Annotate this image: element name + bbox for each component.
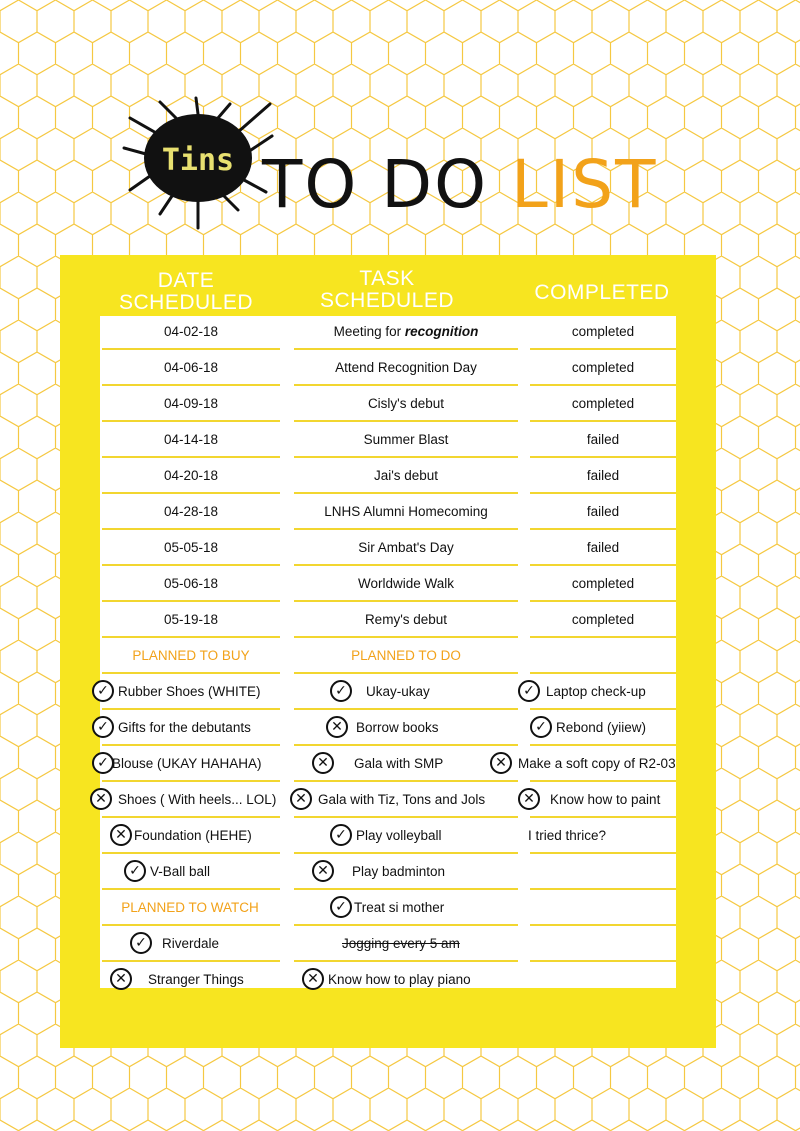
- check-icon-glyph: ✓: [535, 719, 547, 735]
- status-cell: failed: [586, 504, 620, 519]
- row-divider: [294, 960, 518, 962]
- check-icon-glyph: ✓: [97, 719, 109, 735]
- check-icon-glyph: ✓: [97, 683, 109, 699]
- status-cell: completed: [571, 360, 635, 375]
- logo-text: Tins: [161, 143, 235, 178]
- task-cell: [294, 360, 518, 376]
- cross-icon-glyph: ✕: [95, 791, 107, 807]
- do-item-label: Jogging every 5 am: [342, 936, 460, 951]
- task-cell: [294, 324, 518, 340]
- task-text: Worldwide Walk: [357, 576, 455, 591]
- task-cell: [294, 468, 518, 484]
- row-divider: [530, 348, 676, 350]
- check-icon[interactable]: [518, 680, 540, 702]
- row-divider: [530, 888, 676, 890]
- row-divider: [102, 888, 280, 890]
- check-icon-glyph: ✓: [523, 683, 535, 699]
- date-cell: 04-09-18: [163, 396, 219, 411]
- row-divider: [294, 492, 518, 494]
- date-cell: 04-02-18: [163, 324, 219, 339]
- check-icon[interactable]: [330, 896, 352, 918]
- check-icon[interactable]: [92, 680, 114, 702]
- row-divider: [294, 672, 518, 674]
- row-divider: [294, 744, 518, 746]
- do-item-label: Know how to play piano: [328, 972, 471, 987]
- watch-item-label: Riverdale: [162, 936, 220, 951]
- task-text: Summer Blast: [363, 432, 449, 447]
- cross-icon-glyph: ✕: [115, 971, 127, 987]
- page-title: [262, 140, 657, 230]
- buy-item-label: Blouse (UKAY HAHAHA): [112, 756, 262, 771]
- do-item-label: Ukay-ukay: [366, 684, 430, 699]
- status-cell: failed: [586, 468, 620, 483]
- row-divider: [294, 888, 518, 890]
- row-divider: [294, 708, 518, 710]
- task-emphasis: recognition: [404, 324, 479, 339]
- row-divider: [530, 384, 676, 386]
- do-more-item-label: I tried thrice?: [528, 828, 607, 843]
- row-divider: [294, 852, 518, 854]
- cross-icon-glyph: ✕: [307, 971, 319, 987]
- task-cell: [294, 540, 518, 556]
- check-icon-glyph: ✓: [129, 863, 141, 879]
- title-part-to-do: TO DO: [262, 146, 511, 223]
- status-cell: completed: [571, 612, 635, 627]
- cross-icon[interactable]: [326, 716, 348, 738]
- row-divider: [102, 564, 280, 566]
- date-cell: 04-14-18: [163, 432, 219, 447]
- buy-item-label: Shoes ( With heels... LOL): [118, 792, 277, 807]
- row-divider: [102, 780, 280, 782]
- task-text: Meeting for: [333, 324, 405, 339]
- row-divider: [294, 384, 518, 386]
- row-divider: [530, 456, 676, 458]
- task-cell: [294, 576, 518, 592]
- buy-item-label: Gifts for the debutants: [118, 720, 251, 735]
- task-text: Jai's debut: [373, 468, 439, 483]
- cross-icon-glyph: ✕: [317, 863, 329, 879]
- cross-icon[interactable]: [90, 788, 112, 810]
- row-divider: [530, 600, 676, 602]
- logo: [120, 92, 280, 237]
- task-cell: [294, 612, 518, 628]
- do-item-label: Borrow books: [356, 720, 439, 735]
- check-icon[interactable]: [330, 680, 352, 702]
- row-divider: [294, 780, 518, 782]
- do-more-item-label: Laptop check-up: [546, 684, 646, 699]
- row-divider: [102, 348, 280, 350]
- row-divider: [102, 960, 280, 962]
- status-cell: failed: [586, 540, 620, 555]
- date-cell: 05-05-18: [163, 540, 219, 555]
- status-cell: completed: [571, 396, 635, 411]
- row-divider: [294, 456, 518, 458]
- check-icon[interactable]: [92, 752, 114, 774]
- task-text: Attend Recognition Day: [335, 360, 477, 375]
- buy-item-label: Foundation (HEHE): [134, 828, 252, 843]
- row-divider: [102, 744, 280, 746]
- row-divider: [102, 924, 280, 926]
- cross-icon-glyph: ✕: [331, 719, 343, 735]
- row-divider: [294, 420, 518, 422]
- header-task: TASK SCHEDULED: [319, 267, 455, 312]
- cross-icon[interactable]: [312, 752, 334, 774]
- date-cell: 05-06-18: [163, 576, 219, 591]
- row-divider: [294, 564, 518, 566]
- row-divider: [294, 348, 518, 350]
- row-divider: [102, 708, 280, 710]
- row-divider: [102, 816, 280, 818]
- row-divider: [102, 528, 280, 530]
- cross-icon[interactable]: [312, 860, 334, 882]
- cross-icon-glyph: ✕: [295, 791, 307, 807]
- do-item-label: Treat si mother: [354, 900, 445, 915]
- row-divider: [102, 672, 280, 674]
- cross-icon[interactable]: [302, 968, 324, 990]
- row-divider: [102, 636, 280, 638]
- cross-icon[interactable]: [110, 968, 132, 990]
- row-divider: [294, 816, 518, 818]
- row-divider: [530, 852, 676, 854]
- check-icon[interactable]: [124, 860, 146, 882]
- title-part-list: LIST: [511, 146, 658, 223]
- row-divider: [102, 492, 280, 494]
- check-icon-glyph: ✓: [97, 755, 109, 771]
- cross-icon[interactable]: [490, 752, 512, 774]
- cross-icon[interactable]: [518, 788, 540, 810]
- status-cell: completed: [571, 324, 635, 339]
- row-divider: [294, 924, 518, 926]
- date-cell: 04-28-18: [163, 504, 219, 519]
- task-text: Sir Ambat's Day: [358, 540, 454, 555]
- check-icon-glyph: ✓: [135, 935, 147, 951]
- task-cell: [294, 432, 518, 448]
- row-divider: [294, 528, 518, 530]
- cross-icon-glyph: ✕: [317, 755, 329, 771]
- row-divider: [102, 384, 280, 386]
- task-cell: [294, 504, 518, 520]
- row-divider: [530, 564, 676, 566]
- buy-item-label: V-Ball ball: [150, 864, 211, 879]
- row-divider: [530, 420, 676, 422]
- row-divider: [530, 744, 676, 746]
- watch-item-label: Stranger Things: [148, 972, 244, 987]
- row-divider: [530, 924, 676, 926]
- row-divider: [530, 708, 676, 710]
- task-text: LNHS Alumni Homecoming: [324, 504, 488, 519]
- do-item-label: Play badminton: [352, 864, 446, 879]
- row-divider: [294, 600, 518, 602]
- do-more-item-label: Rebond (yiiew): [556, 720, 647, 735]
- do-more-item-label: Know how to paint: [550, 792, 661, 807]
- row-divider: [530, 528, 676, 530]
- check-icon[interactable]: [530, 716, 552, 738]
- cross-icon-glyph: ✕: [495, 755, 507, 771]
- date-cell: 04-06-18: [163, 360, 219, 375]
- cross-icon[interactable]: [290, 788, 312, 810]
- row-divider: [530, 960, 676, 962]
- check-icon[interactable]: [130, 932, 152, 954]
- check-icon[interactable]: [92, 716, 114, 738]
- check-icon-glyph: ✓: [335, 827, 347, 843]
- cross-icon[interactable]: [110, 824, 132, 846]
- row-divider: [102, 456, 280, 458]
- buy-item-label: Rubber Shoes (WHITE): [118, 684, 261, 699]
- do-item-label: Gala with Tiz, Tons and Jols: [318, 792, 486, 807]
- section-planned-to-watch: PLANNED TO WATCH: [121, 900, 259, 915]
- row-divider: [530, 636, 676, 638]
- status-cell: completed: [571, 576, 635, 591]
- status-cell: failed: [586, 432, 620, 447]
- section-planned-to-do: PLANNED TO DO: [351, 648, 461, 663]
- check-icon[interactable]: [330, 824, 352, 846]
- section-planned-to-buy: PLANNED TO BUY: [132, 648, 250, 663]
- row-divider: [102, 600, 280, 602]
- row-divider: [294, 636, 518, 638]
- date-cell: 04-20-18: [163, 468, 219, 483]
- row-divider: [102, 420, 280, 422]
- header-completed: COMPLETED: [534, 281, 670, 304]
- task-cell: [294, 396, 518, 412]
- do-item-label: Gala with SMP: [354, 756, 444, 771]
- cross-icon-glyph: ✕: [523, 791, 535, 807]
- do-more-item-label: Make a soft copy of R2-03: [518, 756, 676, 771]
- row-divider: [102, 852, 280, 854]
- task-text: Cisly's debut: [367, 396, 445, 411]
- row-divider: [530, 492, 676, 494]
- row-divider: [530, 816, 676, 818]
- do-item-label: Play volleyball: [356, 828, 442, 843]
- check-icon-glyph: ✓: [335, 899, 347, 915]
- row-divider: [530, 672, 676, 674]
- header-date: DATE SCHEDULED: [118, 269, 254, 314]
- task-text: Remy's debut: [364, 612, 448, 627]
- date-cell: 05-19-18: [163, 612, 219, 627]
- cross-icon-glyph: ✕: [115, 827, 127, 843]
- row-divider: [530, 780, 676, 782]
- check-icon-glyph: ✓: [335, 683, 347, 699]
